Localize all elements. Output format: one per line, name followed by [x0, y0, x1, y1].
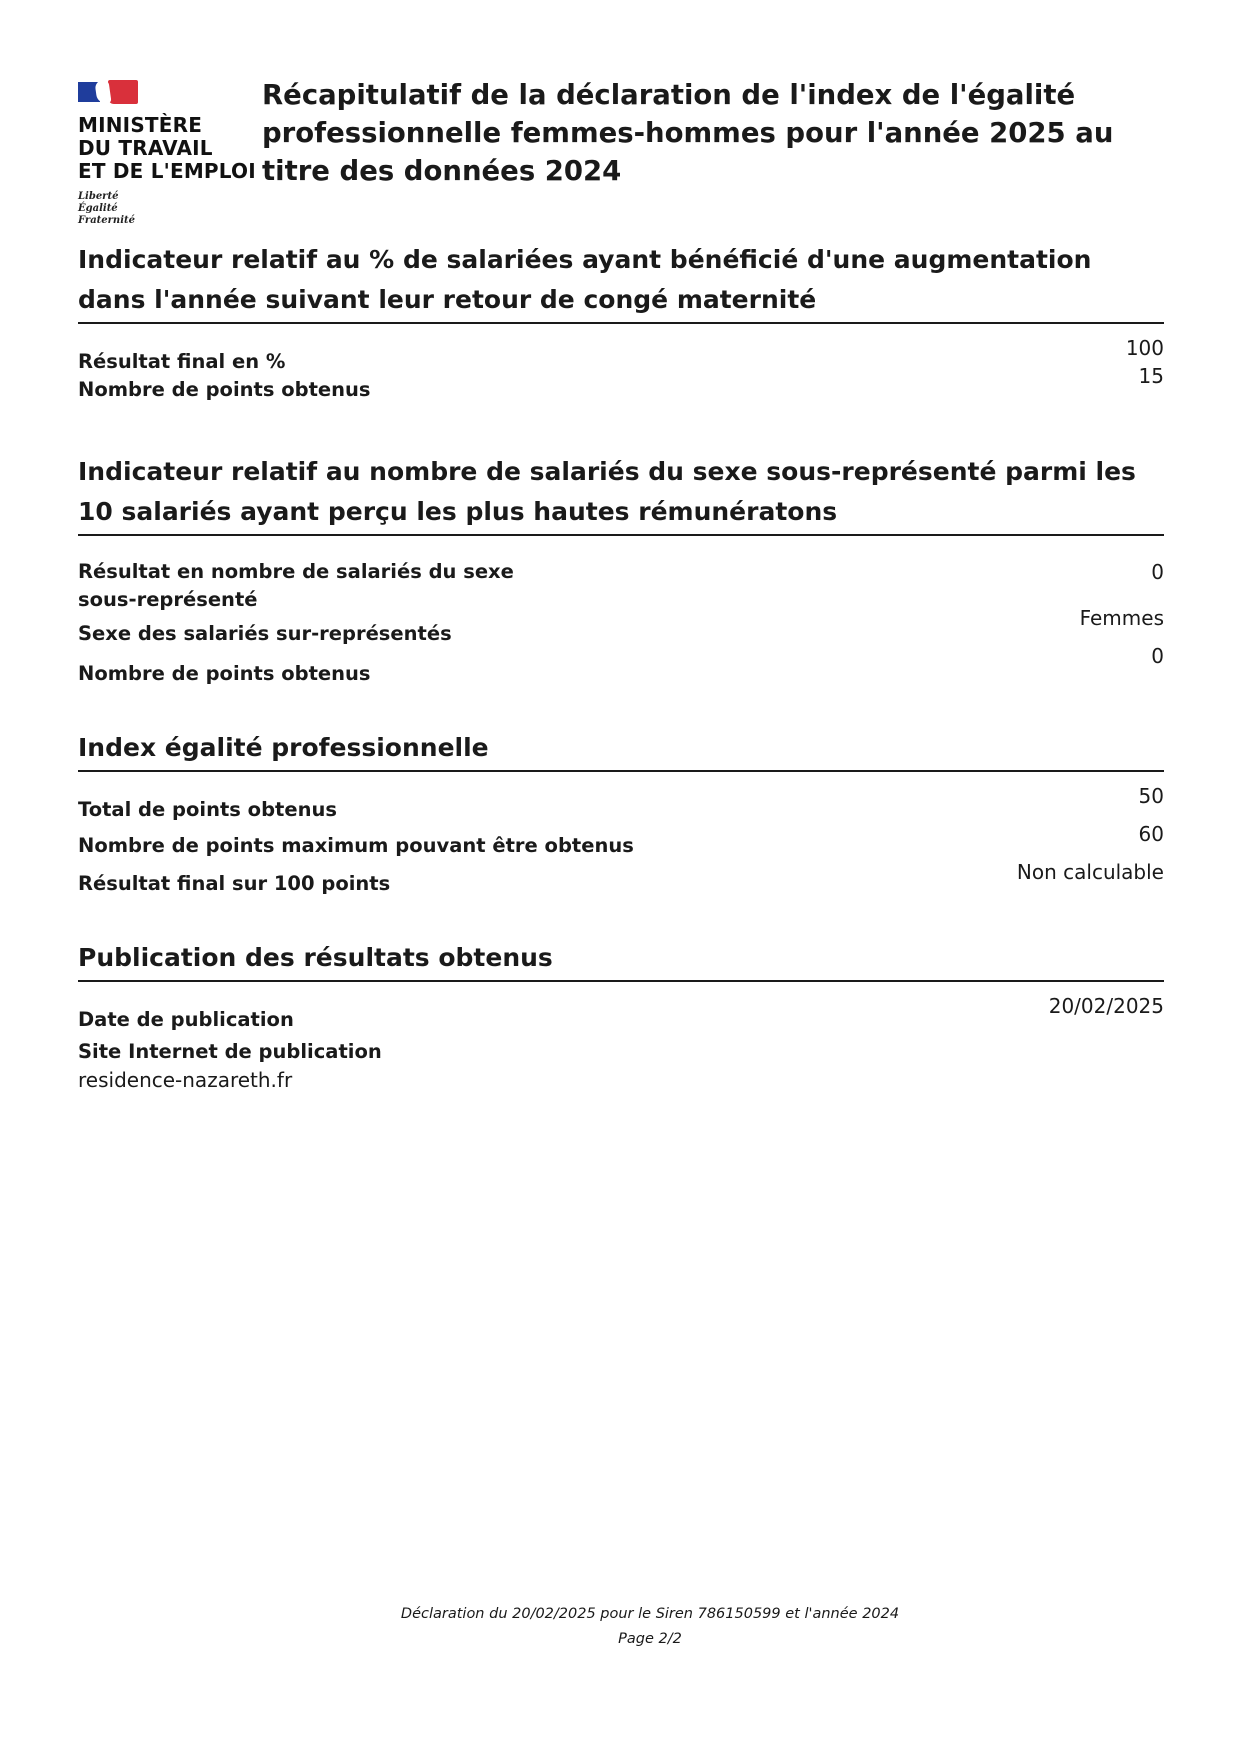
ministry-logo [78, 80, 258, 227]
row-label: Nombre de points obtenus [78, 378, 371, 401]
document-title: Récapitulatif de la déclaration de l'index de l'égalité professionnelle femmes-hommes pour l'année 2025 au titre des données 2024 [262, 79, 1114, 187]
row-label: Date de publication [78, 1008, 294, 1031]
row-label: Résultat final sur 100 points [78, 872, 391, 895]
row-label-continued: sous-représenté [78, 588, 258, 611]
row-value: Femmes [1079, 606, 1164, 630]
row-label: Total de points obtenus [78, 798, 337, 821]
section-maternity [78, 240, 1164, 401]
row-value: Non calculable [1016, 860, 1164, 884]
footer-declaration-line: Déclaration du 20/02/2025 pour le Siren 786150599 et l'année 2024 [400, 1606, 900, 1622]
section-title-publication: Publication des résultats obtenus [78, 938, 1164, 982]
section-publication [78, 938, 1164, 1092]
row-label: Sexe des salariés sur-représentés [78, 622, 452, 645]
row-label: Nombre de points obtenus [78, 662, 371, 685]
row-value: 0 [1151, 560, 1164, 584]
section-equality-index [78, 728, 1164, 895]
section-title-top-ten: Indicateur relatif au nombre de salariés du sexe sous-représenté parmi les 10 salariés ayant perçu les plus hautes rémunératons [78, 452, 1164, 536]
row-label: Nombre de points maximum pouvant être obtenus [78, 834, 634, 857]
publication-website-url: residence-nazareth.fr [78, 1068, 293, 1092]
section-top-ten-earners [78, 452, 1164, 685]
republic-motto: Liberté Égalité Fraternité [78, 191, 135, 226]
page-footer [0, 1602, 1240, 1652]
row-label: Résultat final en % [78, 350, 286, 373]
row-label: Site Internet de publication [78, 1040, 382, 1063]
row-value: 15 [1138, 364, 1164, 388]
marianne-flag-icon [78, 80, 138, 106]
row-value: 50 [1138, 784, 1164, 808]
section-title-index: Index égalité professionnelle [78, 728, 1164, 772]
page-number: Page 2/2 [618, 1631, 682, 1647]
ministry-name: MINISTÈRE DU TRAVAIL ET DE L'EMPLOI [78, 113, 256, 183]
row-value: 0 [1151, 644, 1164, 668]
row-value: 20/02/2025 [1048, 994, 1164, 1018]
flag-red-band [108, 80, 138, 104]
row-value: 60 [1138, 822, 1164, 846]
section-title-maternity: Indicateur relatif au % de salariées ayant bénéficié d'une augmentation dans l'année suivant leur retour de congé maternité [78, 240, 1164, 324]
row-value: 100 [1125, 336, 1164, 360]
row-label: Résultat en nombre de salariés du sexe [78, 560, 514, 583]
